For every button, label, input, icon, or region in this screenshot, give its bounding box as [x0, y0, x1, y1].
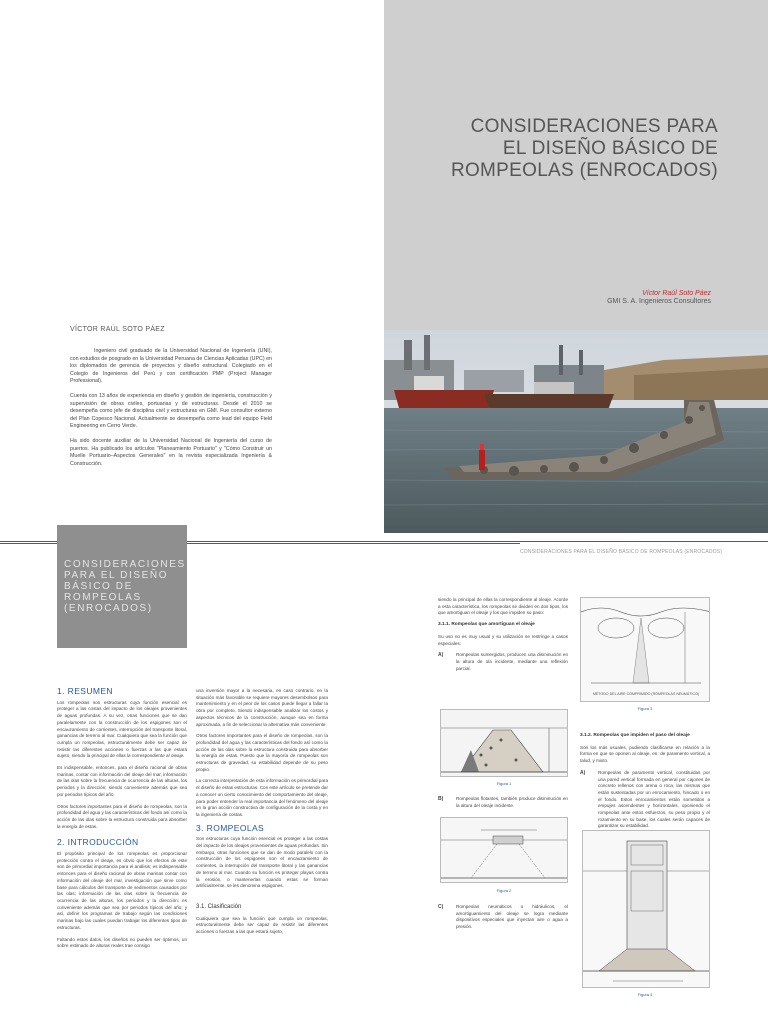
sidebar-title-line: CONSIDERACIONES: [64, 559, 186, 570]
list-letter: B): [438, 796, 444, 802]
body-paragraph: una inversión mayor a la necesaria, en caso contrario, en la situación más favorable se requiere mayores desembolsos para mantenimiento y en el peor de los casos puede llegar a fallar la obra por completo. Siendo indispensable analizar los costos y aspectos técnicos de la construcción, aunque sea en forma aproximada, a fin de seleccionar la alternativa más conveniente.: [196, 688, 328, 727]
breakwater-photo: [384, 330, 768, 533]
column-4: [580, 728, 710, 835]
sidebar-title-line: BÁSICO DE: [64, 581, 133, 592]
list-text: Rompeolas neumáticos o hidráulicos, el amortiguamiento del oleaje se logra mediante dispositivos especiales que inyectan aire o agua a presión.: [456, 904, 568, 930]
body-paragraph: Son estructuras cuya función esencial es proteger a las costas del impacto de los oleajes provenientes de aguas profundas. Sin embargo, otras funciones que se dan de modo paralelo con la construcción de los espigones son el encauzamiento de corrientes, la interrupción del transporte litoral y las ganancias de terreno al mar. Cuando su función es proteger playas contra la erosión, o mantenerlas cuando estas se forman artificialmente, se les denomina espigones.: [196, 836, 328, 889]
sidebar-title-line: ROMPEOLAS: [64, 592, 142, 603]
body-paragraph: siendo la principal de ellas la correspondiente al oleaje. Acorde a esta característica, los rompeolas se dividen en dos tipos, los que amortiguan el oleaje y los que impiden su paso:: [438, 597, 568, 616]
section-heading: 3. ROMPEOLAS: [196, 822, 265, 833]
subsection-heading: 3.1.2. Rompeolas que impiden el paso del oleaje: [580, 733, 690, 738]
list-item: [580, 770, 710, 830]
figure-caption: Figura 1: [496, 781, 512, 786]
list-text: Rompeolas sumergidos, producen una disminución en la altura de ola incidente, mediante una reflexión parcial.: [456, 652, 568, 671]
sidebar-title: [64, 559, 186, 614]
figure-caption: Figura 2: [496, 888, 512, 893]
page-title: [418, 116, 718, 182]
figure-2: [440, 817, 568, 883]
figure-3: [580, 597, 710, 702]
bio-paragraph: Ha sido docente auxiliar de la Universidad Nacional de Ingeniería del curso de puertos. Ha publicado los artículos "Planeamiento Portuario" y "Cómo Construir un Muelle Portuario–Aspectos Generales" en la revista especializada Ingeniería & Construcción.: [70, 437, 272, 467]
bio-name: VÍCTOR RAÚL SOTO PÁEZ: [70, 326, 165, 333]
title-line-3: ROMPEOLAS (ENROCADOS): [450, 160, 718, 181]
body-paragraph: Otros factores importantes para el diseño de rompeolas, son la profundidad del agua y las características del fondo así como la acción de las olas sobre la estructura construida para absorber la energía de estas. Puesto que la mayoría de rompeolas son estructuras de gravedad, su estabilidad depende de su peso propio.: [196, 733, 328, 772]
sidebar-title-box: [57, 525, 187, 648]
list-letter: A): [580, 769, 586, 776]
bio-paragraph: Ingeniero civil graduado de la Universidad Nacional de Ingeniería (UNI), con estudios de posgrado en la Universidad Peruana de Ciencias Aplicadas (UPC) en los diplomados de gerencia de proyectos y diseño estructural. Colegiado en el Colegio de Ingenieros del Perú y con certificación PMP (Project Manager Professional).: [70, 348, 272, 385]
section-heading: 2. INTRODUCCIÓN: [57, 837, 139, 848]
body-paragraph: La correcta interpretación de esta información es primordial para el diseño de estas estructuras. Con este artículo se pretende dar a conocer un cierto conocimiento del comportamiento del oleaje, para poder entender la real importancia del fenómeno del oleaje en la gran acción constructiva de configuración de la costa y en la ingeniería de costas.: [196, 778, 328, 817]
list-item: [438, 652, 568, 672]
title-line-1: CONSIDERACIONES PARA: [470, 116, 718, 137]
column-3-c: [438, 904, 568, 936]
list-item: [438, 796, 568, 809]
column-3: [438, 597, 568, 677]
figure-caption: Figura 3: [637, 706, 653, 711]
body-paragraph: Es indispensable, entonces, para el diseño racional de obras marinas, contar con información del oleaje del mar, información de las olas sobre la frecuencia de ocurrencia de las alturas, los periodos y la dirección; siendo conveniente además que sea por periodos típicos del año.: [57, 765, 187, 797]
author-bio: [70, 348, 272, 475]
body-paragraph: Son los más usuales, pudiendo clasificarse en relación a la forma en que se oponen al oleaje, en: de paramento vertical, a talud, y mixto.: [580, 744, 710, 764]
figure-1: [440, 709, 568, 777]
figure-4: [582, 830, 710, 988]
body-paragraph: El propósito principal de los rompeolas es proporcionar protección contra el oleaje, es obvio que los efectos de este son de primordial importancia para el análisis; es indispensable entonces para el diseño racional de obras marinas contar con información del oleaje del mar, investigación que sirve como base para cálculos del transporte de sedimentos causados por las olas; información de las olas sobre la frecuencia de ocurrencia de las alturas, los periodos y la dirección; es conveniente además que sea por periodos típicos del año; y así, definir los programas de trabajo según las condiciones marinas bajo las cuales puedan trabajar los diferentes tipos de estructuras.: [57, 851, 187, 930]
subsection-heading: 3.1.1. Rompeolas que amortiguan el oleaje: [438, 622, 535, 628]
author-name: Víctor Raúl Soto Páez: [642, 290, 711, 297]
column-1: [57, 688, 187, 955]
list-text: Rompeolas flotantes, también produce disminución en la altura del oleaje incidente.: [456, 796, 568, 808]
figure-label: MÉTODO DEL AIRE COMPRIMIDO (ROMPEOLAS NEUMÁTICO): [592, 692, 700, 696]
body-paragraph: Otros factores importantes para el diseño de rompeolas, son la profundidad del agua y las características del fondo así como la acción de las olas sobre la estructura construida para absorber la energía de estas.: [57, 803, 187, 829]
list-text: Rompeolas de paramento vertical, constituidas por una pared vertical formada en general por cajones de concreto rellenos con arena o roca, las mismas que están sustentadas por un enrocamiento, hincado o en el fondo. Estos enrocamientos están sometidos a empujes ascendentes y horizontales, oponiendo el rompeolas ante estos esfuerzos, su peso propio y el rozamiento en su base, los cuales serán capaces de garantizar su estabilidad.: [598, 769, 710, 829]
body-paragraph: Faltando estos datos, los diseños no pueden ser óptimos, un sobre estimado de alturas reales trae consigo: [57, 936, 187, 949]
sidebar-title-line: PARA EL DISEÑO: [64, 570, 169, 581]
bio-paragraph: Cuenta con 13 años de experiencia en diseño y gestión de ingeniería, construcción y supervisión de obras civiles, portuarias y de estructuras. Desde el 2010 se desempeña como jefe de disciplina civil y estructuras en GMI. Fue consultor externo del Plan Copesco Nacional. Actualmente se desempeña como lead del equipo Field Engineering en Cerro Verde.: [70, 392, 272, 430]
sidebar-title-line: (ENROCADOS): [64, 603, 153, 614]
list-letter: A): [438, 652, 444, 659]
subsection-heading: 3.1. Clasificación: [196, 903, 242, 910]
list-item: [438, 904, 568, 931]
body-paragraph: Su uso no es muy usual y su utilización se restringe a casos especiales:: [438, 633, 568, 646]
section-heading: 1. RESUMEN: [57, 686, 113, 696]
body-paragraph: Los rompeolas son estructuras cuya función esencial es proteger a las costas del impacto de los oleajes provenientes de aguas profundas. A su vez, otras funciones que se dan paralelamente con la construcción de los espigones son el encauzamiento de corrientes, interrupción del transporte litoral, ganancias de terreno al mar. Cualquiera que sea la función que cumpla un rompeolas, estructuralmente debe ser capaz de resistir las diferentes acciones o fuerzas a las que estará sujeto, siendo la principal de ellas la correspondiente al oleaje.: [57, 699, 187, 759]
list-letter: C): [438, 904, 444, 910]
title-line-2: EL DISEÑO BÁSICO DE: [502, 138, 718, 159]
running-head: CONSIDERACIONES PARA EL DISEÑO BÁSICO DE ROMPEOLAS (ENROCADOS): [520, 549, 723, 555]
column-3-b: [438, 796, 568, 814]
author-company: GMI S. A. Ingenieros Consultores: [607, 298, 711, 305]
column-2: [196, 688, 328, 941]
body-paragraph: Cualquiera que sea la función que cumpla un rompeolas, estructuralmente debe ser capaz de resistir las diferentes acciones o fuerzas a las que estará sujeto,: [196, 915, 328, 935]
figure-caption: Figura 4: [637, 992, 653, 997]
